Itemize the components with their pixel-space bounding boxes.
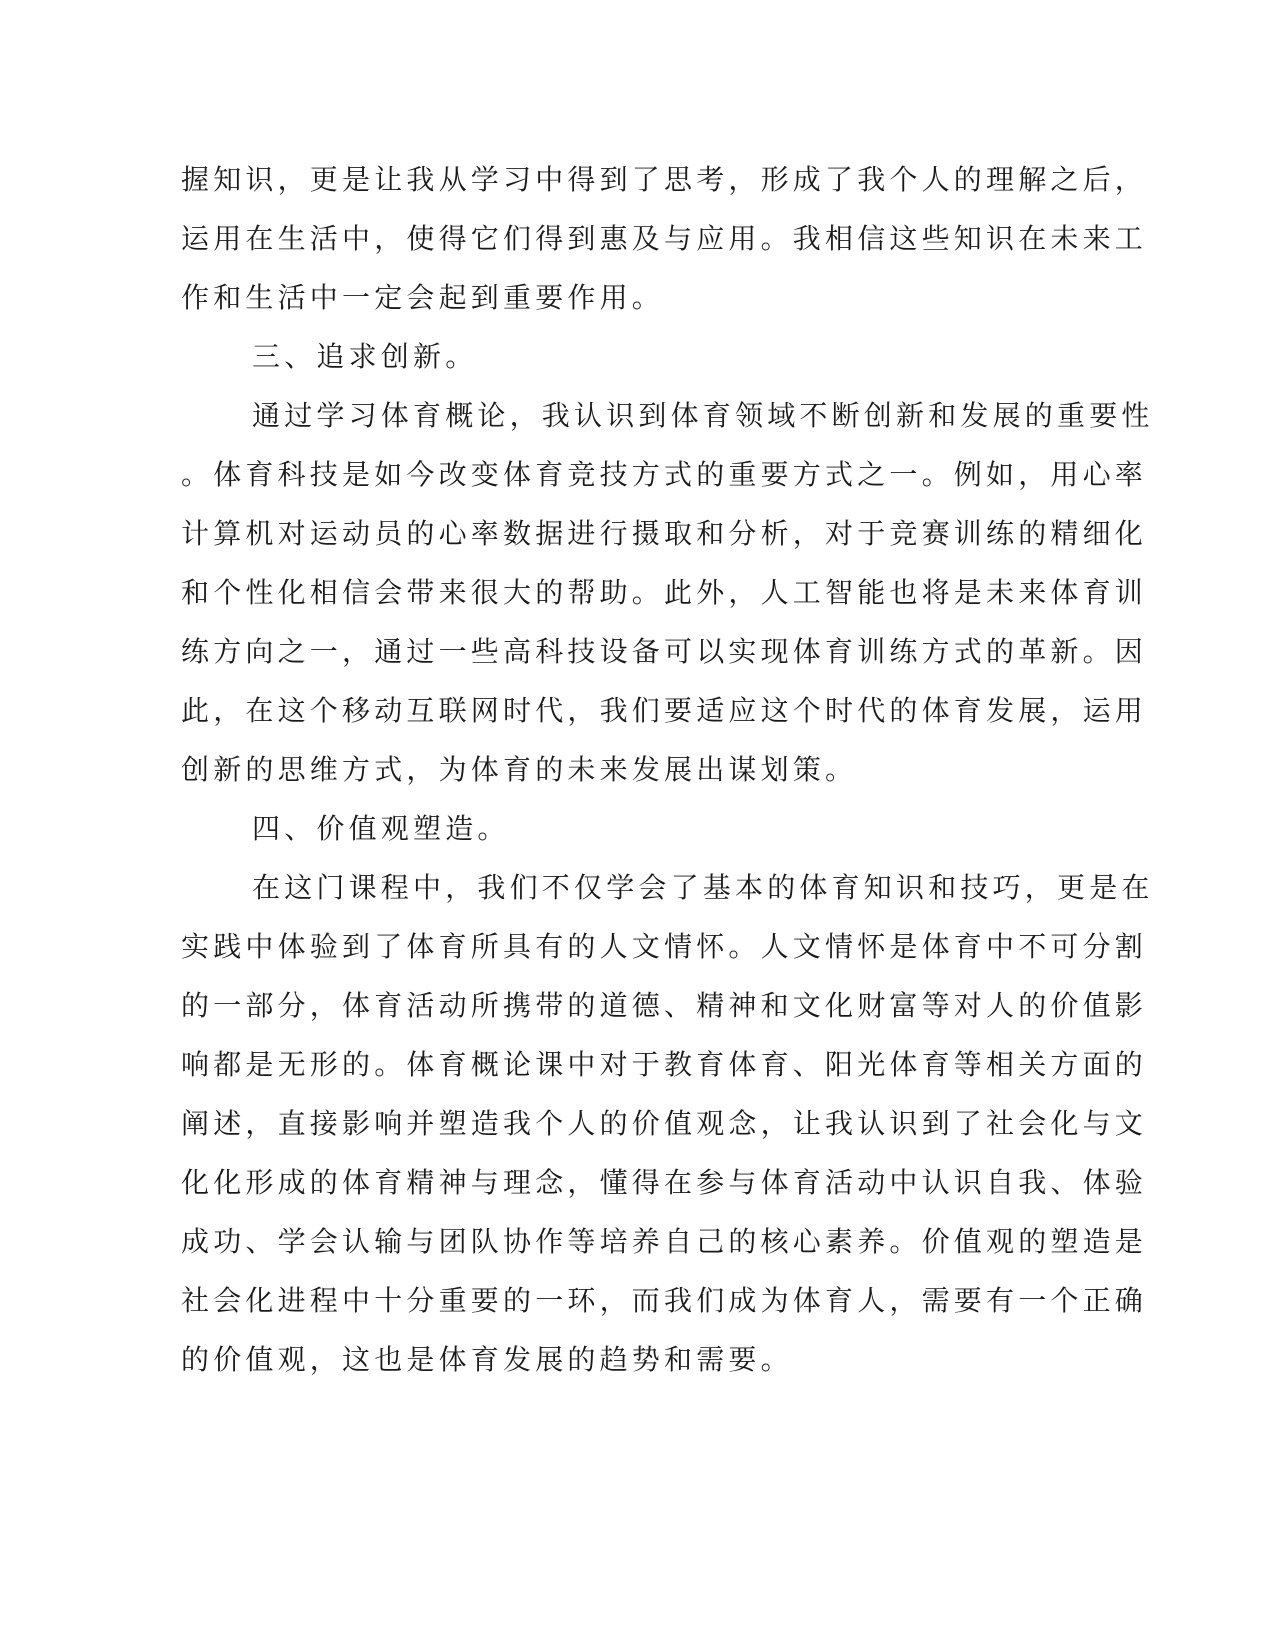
text-line: 成功、学会认输与团队协作等培养自己的核心素养。价值观的塑造是 xyxy=(181,1225,1148,1258)
text-line: 练方向之一，通过一些高科技设备可以实现体育训练方式的革新。因 xyxy=(181,635,1148,668)
text-line: 阐述，直接影响并塑造我个人的价值观念，让我认识到了社会化与文 xyxy=(181,1107,1148,1140)
text-line: 和个性化相信会带来很大的帮助。此外，人工智能也将是未来体育训 xyxy=(181,576,1148,609)
text-line: 计算机对运动员的心率数据进行摄取和分析，对于竞赛训练的精细化 xyxy=(181,517,1148,550)
text-line: 化化形成的体育精神与理念，懂得在参与体育活动中认识自我、体验 xyxy=(181,1166,1148,1199)
section-heading-innovation: 三、追求创新。 xyxy=(252,340,478,373)
text-line: 实践中体验到了体育所具有的人文情怀。人文情怀是体育中不可分割 xyxy=(181,930,1148,963)
text-line: 创新的思维方式，为体育的未来发展出谋划策。 xyxy=(181,753,858,786)
text-line: 社会化进程中十分重要的一环，而我们成为体育人，需要有一个正确 xyxy=(181,1284,1148,1317)
text-line: 的一部分，体育活动所携带的道德、精神和文化财富等对人的价值影 xyxy=(181,989,1148,1022)
text-line: 此，在这个移动互联网时代，我们要适应这个时代的体育发展，运用 xyxy=(181,694,1148,727)
text-line: 通过学习体育概论，我认识到体育领域不断创新和发展的重要性 xyxy=(252,399,1154,432)
text-line: 的价值观，这也是体育发展的趋势和需要。 xyxy=(181,1343,793,1376)
text-line: 握知识，更是让我从学习中得到了思考，形成了我个人的理解之后， xyxy=(181,163,1148,196)
text-line: 。体育科技是如今改变体育竞技方式的重要方式之一。例如，用心率 xyxy=(181,458,1148,491)
section-heading-values: 四、价值观塑造。 xyxy=(252,812,510,845)
text-line: 作和生活中一定会起到重要作用。 xyxy=(181,281,665,314)
text-line: 响都是无形的。体育概论课中对于教育体育、阳光体育等相关方面的 xyxy=(181,1048,1148,1081)
text-line: 在这门课程中，我们不仅学会了基本的体育知识和技巧，更是在 xyxy=(252,871,1154,904)
text-line: 运用在生活中，使得它们得到惠及与应用。我相信这些知识在未来工 xyxy=(181,222,1148,255)
